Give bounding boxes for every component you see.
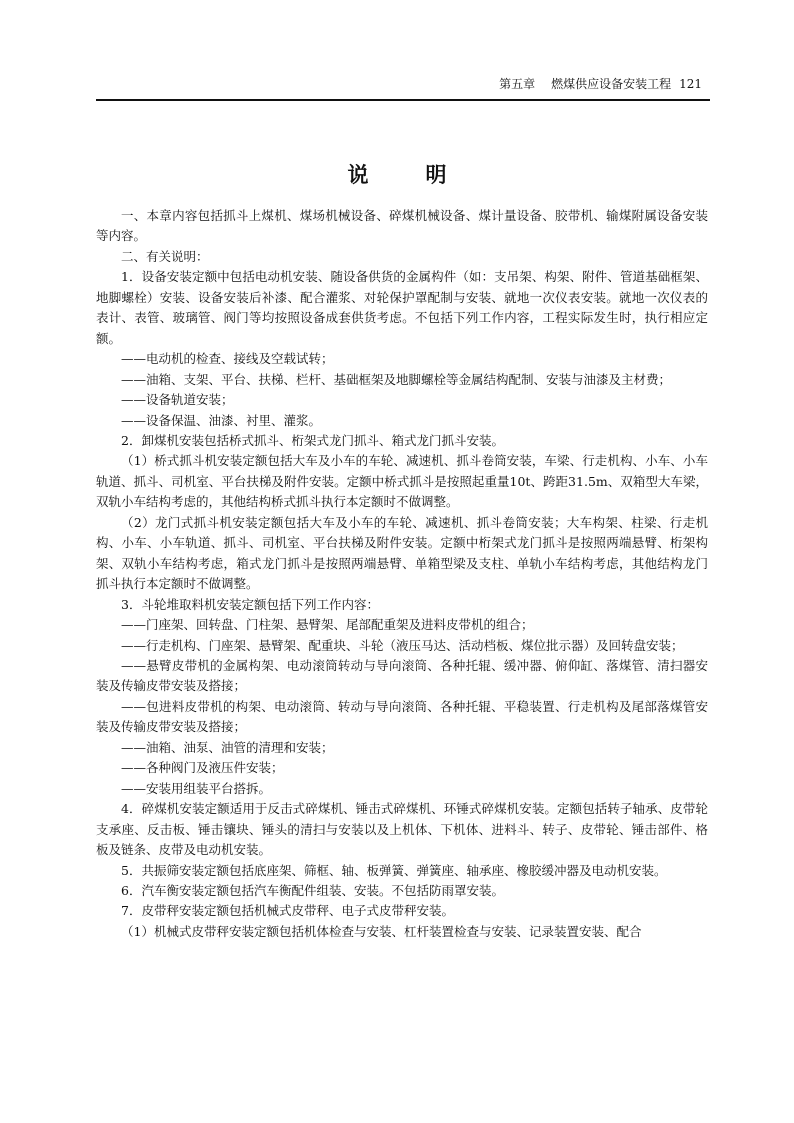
- paragraph: 1．设备安装定额中包括电动机安装、随设备供货的金属构件（如：支吊架、构架、附件、管道基础框架、地脚螺栓）安装、设备安装后补漆、配合灌浆、对轮保护罩配制与安装、就地一次仪表安装。就地一次仪表的表计、表管、玻璃管、阀门等均按照设备成套供货考虑。不包括下列工作内容，工程实际发生时，执行相应定额。: [96, 269, 708, 346]
- paragraph: ——设备保温、油漆、衬里、灌浆。: [121, 412, 322, 428]
- paragraph: ——悬臂皮带机的金属构架、电动滚筒转动与导向滚筒、各种托辊、缓冲器、俯仰缸、落煤管、清扫器安装及传输皮带安装及搭接；: [96, 657, 708, 694]
- paragraph: ——电动机的检查、接线及空载试转；: [121, 351, 334, 367]
- paragraph: 一、本章内容包括抓斗上煤机、煤场机械设备、碎煤机械设备、煤计量设备、胶带机、输煤附属设备安装等内容。: [96, 208, 708, 244]
- paragraph: ——油箱、支架、平台、扶梯、栏杆、基础框架及地脚螺栓等金属结构配制、安装与油漆及主材费；: [121, 371, 672, 387]
- paragraph: （1）机械式皮带秤安装定额包括机体检查与安装、杠杆装置检查与安装、记录装置安装、配合: [121, 923, 642, 939]
- paragraph: ——各种阀门及液压件安装；: [121, 760, 284, 776]
- paragraph: ——门座架、回转盘、门柱架、悬臂架、尾部配重架及进料皮带机的组合；: [121, 617, 534, 633]
- paragraph: 3．斗轮堆取料机安装定额包括下列工作内容：: [121, 596, 379, 612]
- paragraph: ——包进料皮带机的构架、电动滚筒、转动与导向滚筒、各种托辊、平稳装置、行走机构及尾部落煤管安装及传输皮带安装及搭接；: [96, 698, 708, 735]
- paragraph: 7．皮带秤安装定额包括机械式皮带秤、电子式皮带秤安装。: [121, 903, 454, 919]
- paragraph: ——安装用组装平台搭拆。: [121, 780, 272, 796]
- paragraph: 5．共振筛安装定额包括底座架、筛框、轴、板弹簧、弹簧座、轴承座、橡胶缓冲器及电动机安装。: [121, 862, 667, 878]
- paragraph: ——行走机构、门座架、悬臂架、配重块、斗轮（液压马达、活动档板、煤位批示器）及回转盘安装；: [121, 637, 684, 653]
- page-number: 121: [679, 77, 702, 91]
- paragraph: 二、有关说明：: [121, 248, 209, 264]
- chapter-label: 第五章: [499, 77, 536, 91]
- header-rule: [96, 99, 710, 101]
- running-header: [96, 76, 702, 92]
- paragraph: 4．碎煤机安装定额适用于反击式碎煤机、锤击式碎煤机、环锤式碎煤机安装。定额包括转子轴承、皮带轮支承座、反击板、锤击镶块、锤头的清扫与安装以及上机体、下机体、进料斗、转子、皮带轮、锤击部件、格板及链条、皮带及电动机安装。: [96, 801, 708, 858]
- paragraph: 2．卸煤机安装包括桥式抓斗、桁架式龙门抓斗、箱式龙门抓斗安装。: [121, 432, 504, 448]
- paragraph: 6．汽车衡安装定额包括汽车衡配件组装、安装。不包括防雨罩安装。: [121, 882, 504, 898]
- section-title: 燃煤供应设备安装工程: [551, 77, 672, 91]
- body-text: [96, 206, 708, 942]
- page-title: 说 明: [347, 162, 465, 187]
- paragraph: ——设备轨道安装；: [121, 392, 234, 408]
- paragraph: ——油箱、油泵、油管的清理和安装；: [121, 739, 334, 755]
- paragraph: （1）桥式抓斗机安装定额包括大车及小车的车轮、减速机、抓斗卷筒安装，车梁、行走机构、小车、小车轨道、抓斗、司机室、平台扶梯及附件安装。定额中桥式抓斗是按照起重量10t、跨距31.5m、双箱型大车梁，双轨小车结构考虑的，其他结构桥式抓斗执行本定额时不做调整。: [96, 453, 708, 510]
- paragraph: （2）龙门式抓斗机安装定额包括大车及小车的车轮、减速机、抓斗卷筒安装；大车构架、柱梁、行走机构、小车、小车轨道、抓斗、司机室、平台扶梯及附件安装。定额中桁架式龙门抓斗是按照两端悬臂、桁架构架、双轨小车结构考虑，箱式龙门抓斗是按照两端悬臂、单箱型梁及支柱、单轨小车结构考虑，其他结构龙门抓斗执行本定额时不做调整。: [96, 514, 708, 592]
